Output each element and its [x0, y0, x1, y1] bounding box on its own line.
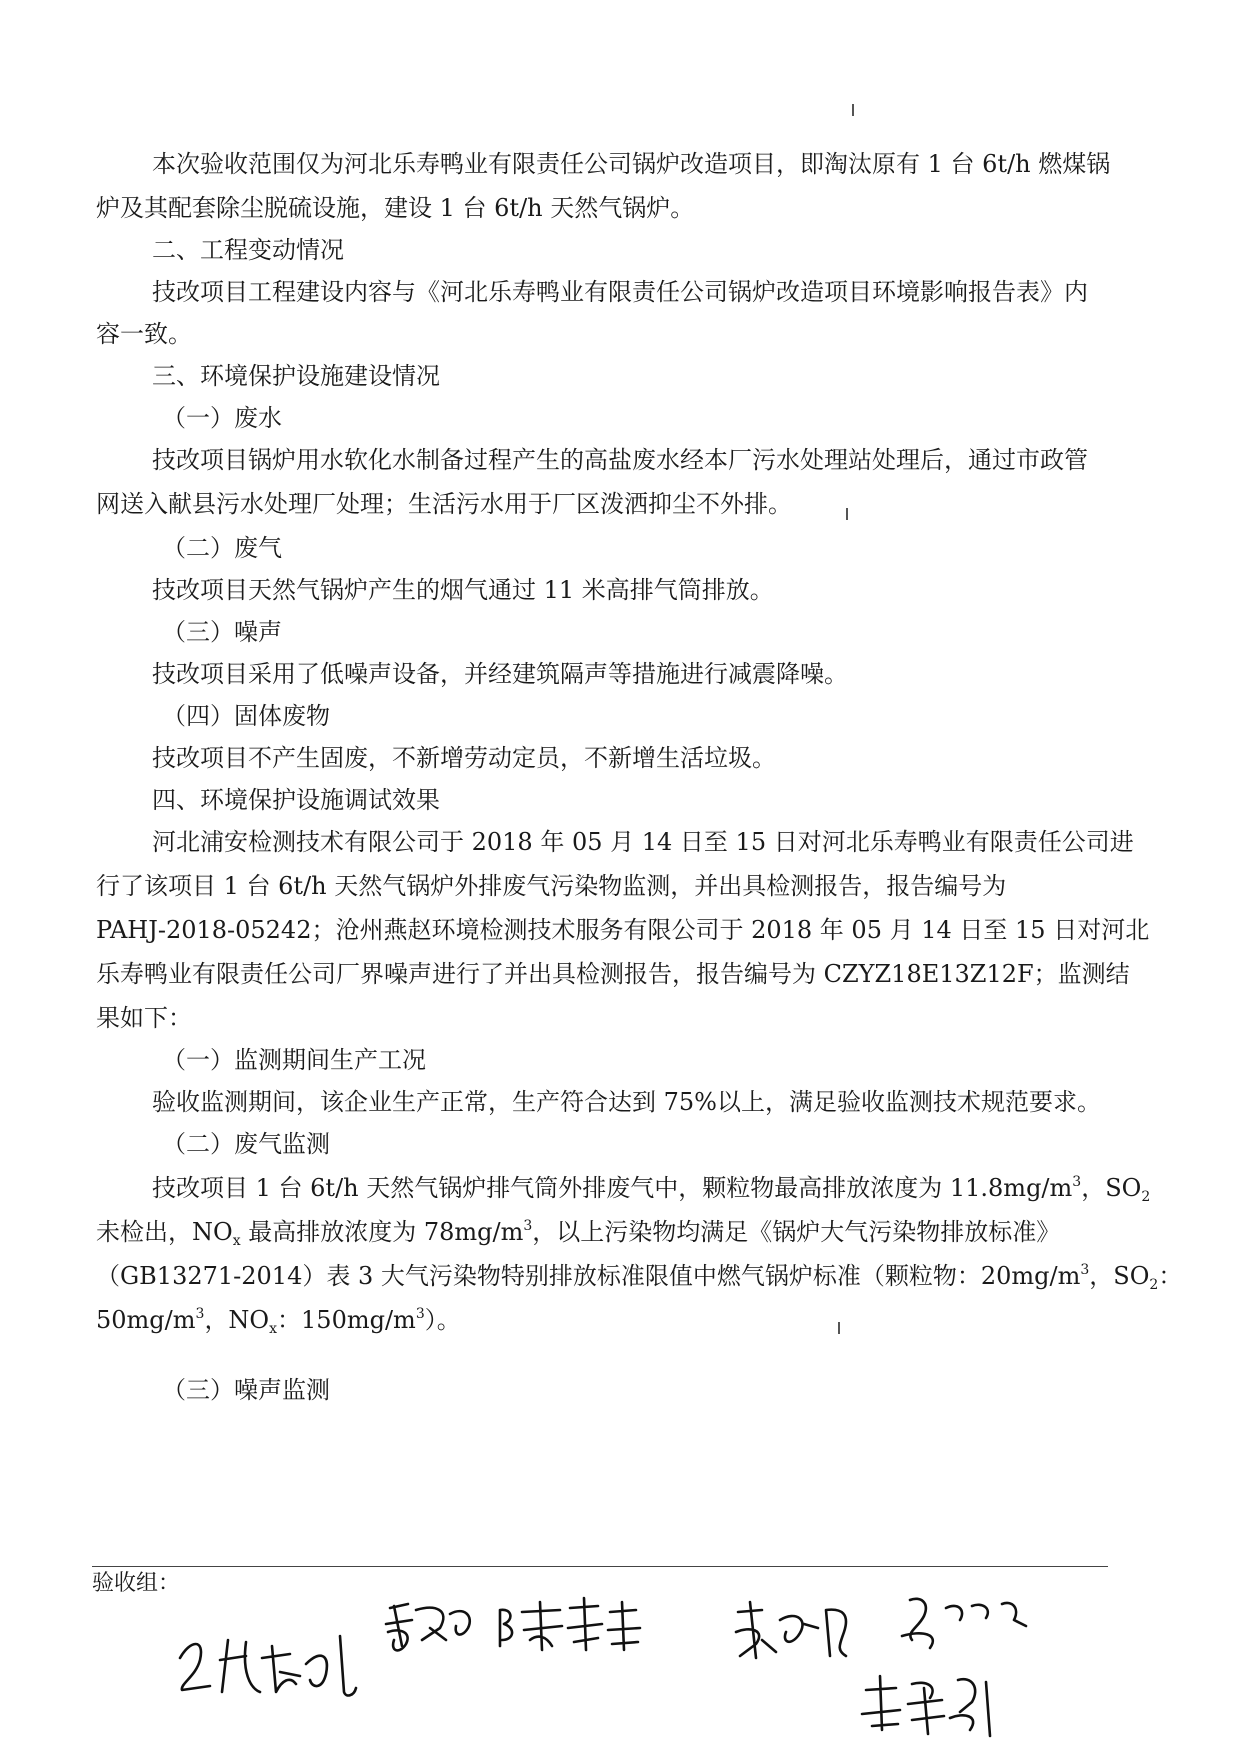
- signature-3: [500, 1598, 640, 1650]
- paragraph-wastewater-line-2: 网送入献县污水处理厂处理；生活污水用于厂区泼洒抑尘不外排。: [96, 490, 792, 518]
- paragraph-changes-line-2: 容一致。: [96, 320, 192, 348]
- scan-mark: [852, 104, 854, 116]
- paragraph-monitoring-line-5: 果如下：: [96, 1004, 192, 1032]
- heading-env-facilities: 三、环境保护设施建设情况: [152, 362, 440, 390]
- scan-mark: [846, 508, 848, 520]
- paragraph-monitoring-line-2: 行了该项目 1 台 6t/h 天然气锅炉外排废气污染物监测，并出具检测报告，报告编号为: [96, 872, 1007, 900]
- signature-5: [862, 1599, 1026, 1736]
- signature-area: [150, 1580, 1160, 1754]
- paragraph-production-conditions: 验收监测期间，该企业生产正常，生产符合达到 75%以上，满足验收监测技术规范要求。: [152, 1088, 1101, 1116]
- scan-mark: [838, 1322, 840, 1334]
- signature-4: [736, 1602, 846, 1658]
- acceptance-group-label: 验收组：: [92, 1571, 181, 1596]
- paragraph-monitoring-line-3: PAHJ-2018-05242；沧州燕赵环境检测技术服务有限公司于 2018 年 05 月 14 日至 15 日对河北: [96, 916, 1150, 944]
- subheading-wastewater: （一）废水: [162, 404, 282, 432]
- paragraph-scope-line-1: 本次验收范围仅为河北乐寿鸭业有限责任公司锅炉改造项目，即淘汰原有 1 台 6t/h 燃煤锅: [152, 150, 1111, 178]
- subheading-noise-monitoring: （三）噪声监测: [162, 1376, 330, 1404]
- paragraph-gas-line-3: （GB13271-2014）表 3 大气污染物特别排放标准限值中燃气锅炉标准（颗粒物：$20mg/m^3$，$SO_2$：: [96, 1262, 1183, 1293]
- subheading-gas-monitoring: （二）废气监测: [162, 1130, 330, 1158]
- subheading-production-conditions: （一）监测期间生产工况: [162, 1046, 426, 1074]
- subheading-noise: （三）噪声: [162, 618, 282, 646]
- paragraph-gas-line-2: 未检出，$NO_x$ 最高排放浓度为 $78mg/m^3$，以上污染物均满足《锅炉大气污染物排放标准》: [96, 1218, 1061, 1249]
- paragraph-noise: 技改项目采用了低噪声设备，并经建筑隔声等措施进行减震降噪。: [152, 660, 848, 688]
- subheading-exhaust-gas: （二）废气: [162, 534, 282, 562]
- paragraph-monitoring-line-4: 乐寿鸭业有限责任公司厂界噪声进行了并出具检测报告，报告编号为 CZYZ18E13Z12F；监测结: [96, 960, 1130, 988]
- paragraph-exhaust-gas: 技改项目天然气锅炉产生的烟气通过 11 米高排气筒排放。: [152, 576, 774, 604]
- paragraph-changes-line-1: 技改项目工程建设内容与《河北乐寿鸭业有限责任公司锅炉改造项目环境影响报告表》内: [152, 278, 1088, 306]
- paragraph-solid-waste: 技改项目不产生固废，不新增劳动定员，不新增生活垃圾。: [152, 744, 776, 772]
- paragraph-scope-line-2: 炉及其配套除尘脱硫设施，建设 1 台 6t/h 天然气锅炉。: [96, 194, 695, 222]
- signature-1: [180, 1636, 356, 1695]
- subheading-solid-waste: （四）固体废物: [162, 702, 330, 730]
- paragraph-wastewater-line-1: 技改项目锅炉用水软化水制备过程产生的高盐废水经本厂污水处理站处理后，通过市政管: [152, 446, 1088, 474]
- signature-2: [386, 1604, 470, 1650]
- paragraph-monitoring-line-1: 河北浦安检测技术有限公司于 2018 年 05 月 14 日至 15 日对河北乐寿鸭业有限责任公司进: [152, 828, 1134, 856]
- footer-divider: [92, 1566, 1108, 1567]
- heading-commissioning-results: 四、环境保护设施调试效果: [152, 786, 440, 814]
- heading-engineering-changes: 二、工程变动情况: [152, 236, 344, 264]
- paragraph-gas-line-4: $50mg/m^3$，$NO_x$：$150mg/m^3$）。: [96, 1306, 461, 1337]
- paragraph-gas-line-1: 技改项目 1 台 6t/h 天然气锅炉排气筒外排废气中，颗粒物最高排放浓度为 $11.8mg/m^3$，$SO_2$: [152, 1174, 1151, 1205]
